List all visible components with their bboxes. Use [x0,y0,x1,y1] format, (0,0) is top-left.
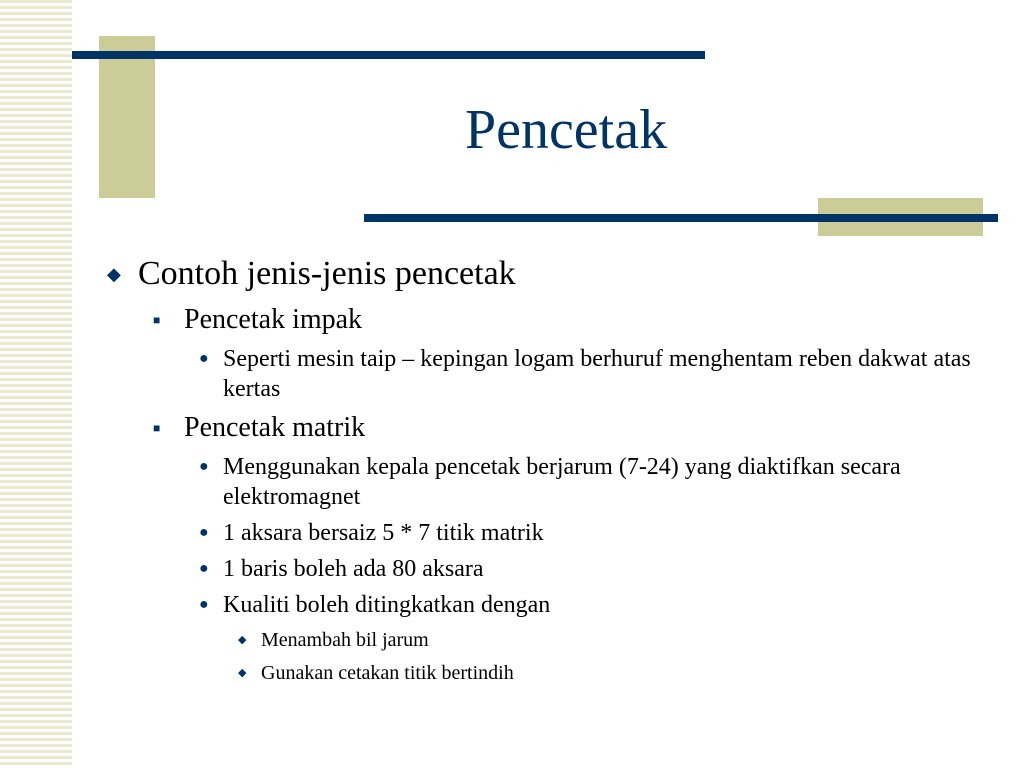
decorative-block-top [99,36,155,198]
bullet-text: Menggunakan kepala pencetak berjarum (7-24) yang diaktifkan secara elektromagnet [223,454,901,510]
circle-bullet-icon: ● [199,458,209,475]
slide-content [105,252,985,686]
left-stripe-pattern [0,0,72,768]
circle-bullet-icon: ● [199,350,209,367]
bullet-item [197,344,985,404]
diamond-bullet-icon: ◆ [238,634,247,646]
square-bullet-icon: ■ [153,313,161,327]
bullet-text: Menambah bil jarum [261,629,429,651]
diamond-bullet-icon: ◆ [107,264,121,284]
bullet-item [236,627,985,653]
decorative-line-top [72,51,705,59]
bullet-item [151,302,985,338]
bullet-item [105,252,985,296]
bullet-text: Seperti mesin taip – kepingan logam berhuruf menghentam reben dakwat atas kertas [223,346,971,402]
bullet-text: Pencetak impak [184,304,363,335]
circle-bullet-icon: ● [199,596,209,613]
bullet-item [236,660,985,686]
bullet-item [197,590,985,620]
bullet-text: Contoh jenis-jenis pencetak [138,255,516,292]
bullet-text: 1 aksara bersaiz 5 * 7 titik matrik [223,520,544,546]
bullet-item [151,410,985,446]
square-bullet-icon: ■ [153,421,161,435]
bullet-text: Gunakan cetakan titik bertindih [261,662,514,684]
bullet-text: 1 baris boleh ada 80 aksara [223,556,484,582]
bullet-item [197,554,985,584]
bullet-text: Pencetak matrik [184,412,366,443]
circle-bullet-icon: ● [199,524,209,541]
bullet-item [197,518,985,548]
circle-bullet-icon: ● [199,560,209,577]
bullet-text: Kualiti boleh ditingkatkan dengan [223,592,551,618]
decorative-line-bottom [364,214,998,222]
slide-title: Pencetak [464,99,668,161]
diamond-bullet-icon: ◆ [238,667,247,679]
bullet-item [197,452,985,512]
